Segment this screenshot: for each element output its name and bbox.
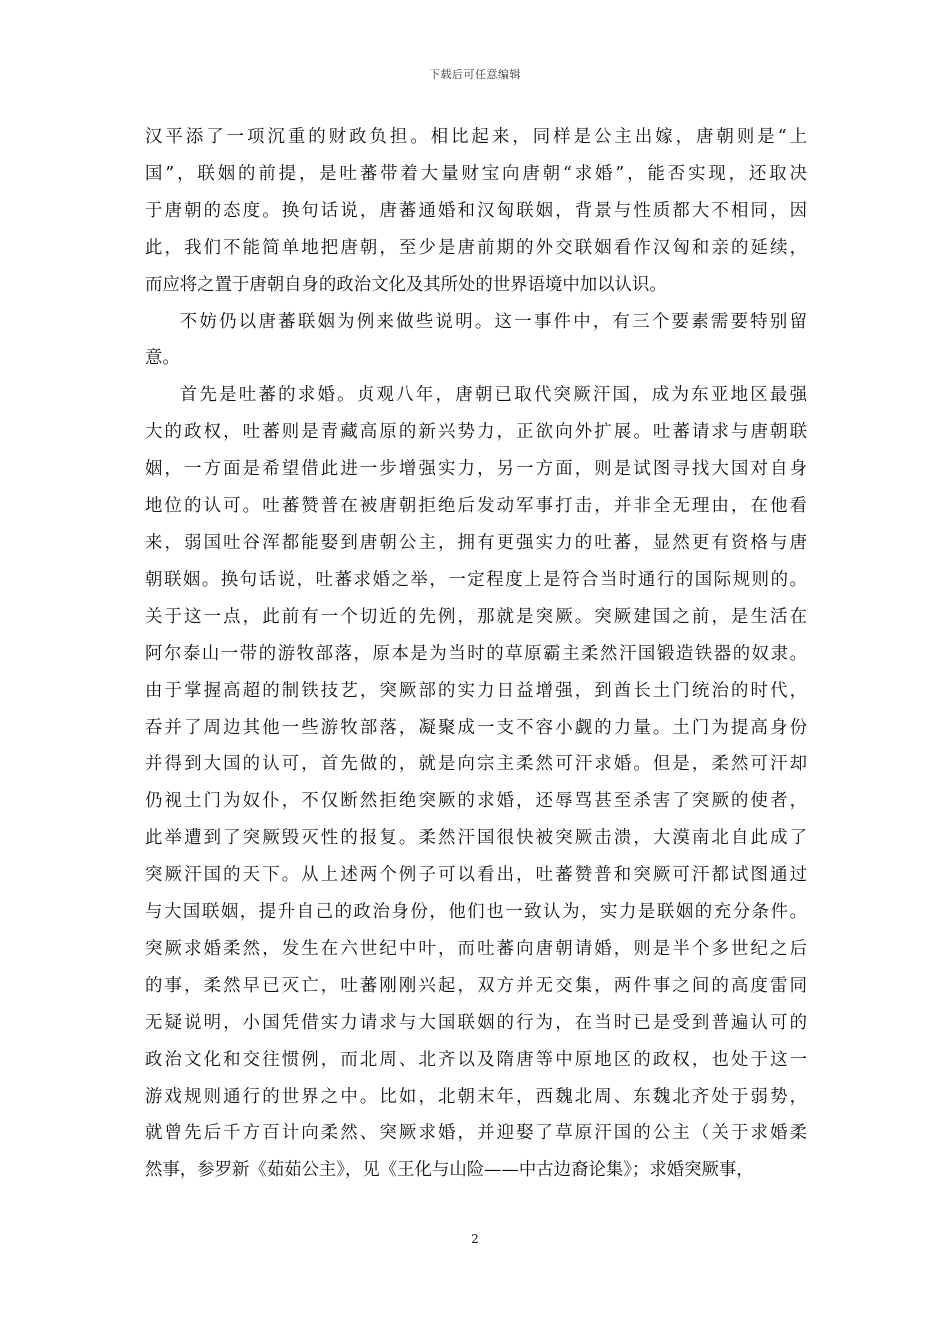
text-line: 并得到大国的认可，首先做的，就是向宗主柔然可汗求婚。但是，柔然可汗却 (145, 754, 807, 775)
text-line: 无疑说明，小国凭借实力请求与大国联姻的行为，在当时已是受到普遍认可的 (145, 1012, 807, 1033)
text-line: 然事，参罗新《茹茹公主》，见《王化与山险——中古边裔论集》；求婚突厥事， (145, 1160, 754, 1181)
text-line: 国”，联姻的前提，是吐蕃带着大量财宝向唐朝“求婚”，能否实现，还取决 (145, 163, 807, 184)
text-line: 地位的认可。吐蕃赞普在被唐朝拒绝后发动军事打击，并非全无理由，在他看 (145, 496, 807, 517)
text-line: 而应将之置于唐朝自身的政治文化及其所处的世界语境中加以认识。 (145, 274, 667, 295)
document-body (145, 119, 807, 1189)
text-line: 于唐朝的态度。换句话说，唐蕃通婚和汉匈联姻，背景与性质都大不相同，因 (145, 200, 807, 221)
paragraph-1 (145, 119, 807, 304)
text-line: 朝联姻。换句话说，吐蕃求婚之举，一定程度上是符合当时通行的国际规则的。 (145, 569, 807, 590)
text-line: 由于掌握高超的制铁技艺，突厥部的实力日益增强，到酋长土门统治的时代， (145, 680, 807, 701)
text-line: 关于这一点，此前有一个切近的先例，那就是突厥。突厥建国之前，是生活在 (145, 606, 807, 627)
text-line: 汉平添了一项沉重的财政负担。相比起来，同样是公主出嫁，唐朝则是“上 (145, 127, 807, 147)
page-number: 2 (471, 1232, 479, 1246)
text-line: 此，我们不能简单地把唐朝，至少是唐前期的外交联姻看作汉匈和亲的延续， (145, 237, 807, 258)
text-line: 意。 (145, 348, 180, 369)
text-line: 此举遭到了突厥毁灭性的报复。柔然汗国很快被突厥击溃，大漠南北自此成了 (145, 828, 807, 849)
text-line: 来，弱国吐谷浑都能娶到唐朝公主，拥有更强实力的吐蕃，显然更有资格与唐 (145, 532, 807, 553)
text-line: 游戏规则通行的世界之中。比如，北朝末年，西魏北周、东魏北齐处于弱势， (145, 1086, 807, 1107)
text-line: 吞并了周边其他一些游牧部落，凝聚成一支不容小觑的力量。土门为提高身份 (145, 717, 807, 738)
text-line: 政治文化和交往惯例，而北周、北齐以及隋唐等中原地区的政权，也处于这一 (145, 1049, 807, 1070)
paragraph-2 (145, 304, 807, 378)
text-line: 大的政权，吐蕃则是青藏高原的新兴势力，正欲向外扩展。吐蕃请求与唐朝联 (145, 422, 807, 443)
text-line: 与大国联姻，提升自己的政治身份，他们也一致认为，实力是联姻的充分条件。 (145, 902, 807, 923)
page-header-note: 下载后可任意编辑 (429, 68, 521, 81)
text-line: 不妨仍以唐蕃联姻为例来做些说明。这一事件中，有三个要素需要特别留 (179, 311, 807, 332)
text-line: 就曾先后千方百计向柔然、突厥求婚，并迎娶了草原汗国的公主（关于求婚柔 (145, 1123, 807, 1144)
text-line: 的事，柔然早已灭亡，吐蕃刚刚兴起，双方并无交集，两件事之间的高度雷同 (145, 975, 807, 996)
text-line: 姻，一方面是希望借此进一步增强实力，另一方面，则是试图寻找大国对自身 (145, 459, 807, 480)
text-line: 仍视土门为奴仆，不仅断然拒绝突厥的求婚，还辱骂甚至杀害了突厥的使者， (145, 791, 807, 812)
text-line: 阿尔泰山一带的游牧部落，原本是为当时的草原霸主柔然汗国锻造铁器的奴隶。 (145, 643, 807, 664)
text-line: 首先是吐蕃的求婚。贞观八年，唐朝已取代突厥汗国，成为东亚地区最强 (179, 385, 807, 406)
text-line: 突厥汗国的天下。从上述两个例子可以看出，吐蕃赞普和突厥可汗都试图通过 (145, 865, 807, 886)
text-line: 突厥求婚柔然，发生在六世纪中叶，而吐蕃向唐朝请婚，则是半个多世纪之后 (145, 938, 807, 959)
paragraph-3 (145, 377, 807, 1189)
